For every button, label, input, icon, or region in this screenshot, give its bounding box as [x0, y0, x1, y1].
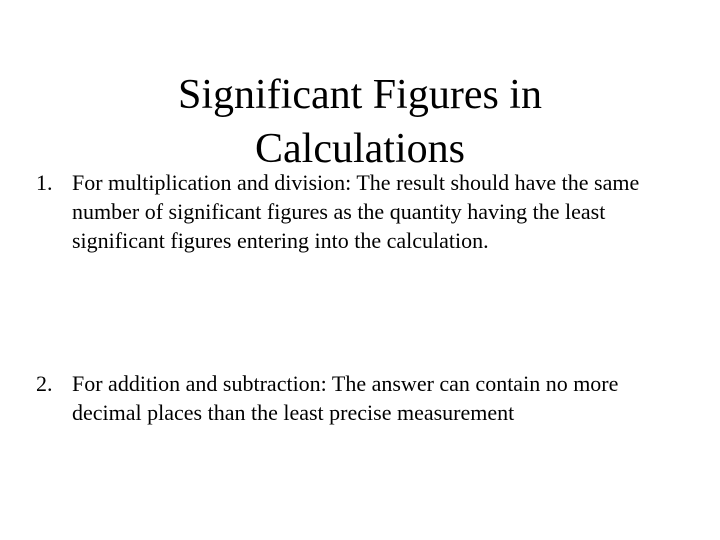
rule-number: 1. [36, 170, 53, 195]
slide-title-line-2: Calculations [255, 126, 465, 173]
slide-title-line-1: Significant Figures in [178, 72, 542, 119]
slide-title [0, 68, 720, 176]
rule-text: For multiplication and division: The result should have the same number of significant figures as the quantity having the least significant figures entering into the calculation. [72, 170, 640, 253]
rule-item-multiplication-division [36, 168, 686, 255]
rule-text: For addition and subtraction: The answer can contain no more decimal places than the least precise measurement [72, 371, 619, 425]
rule-item-addition-subtraction [36, 369, 686, 427]
rule-number: 2. [36, 371, 53, 396]
